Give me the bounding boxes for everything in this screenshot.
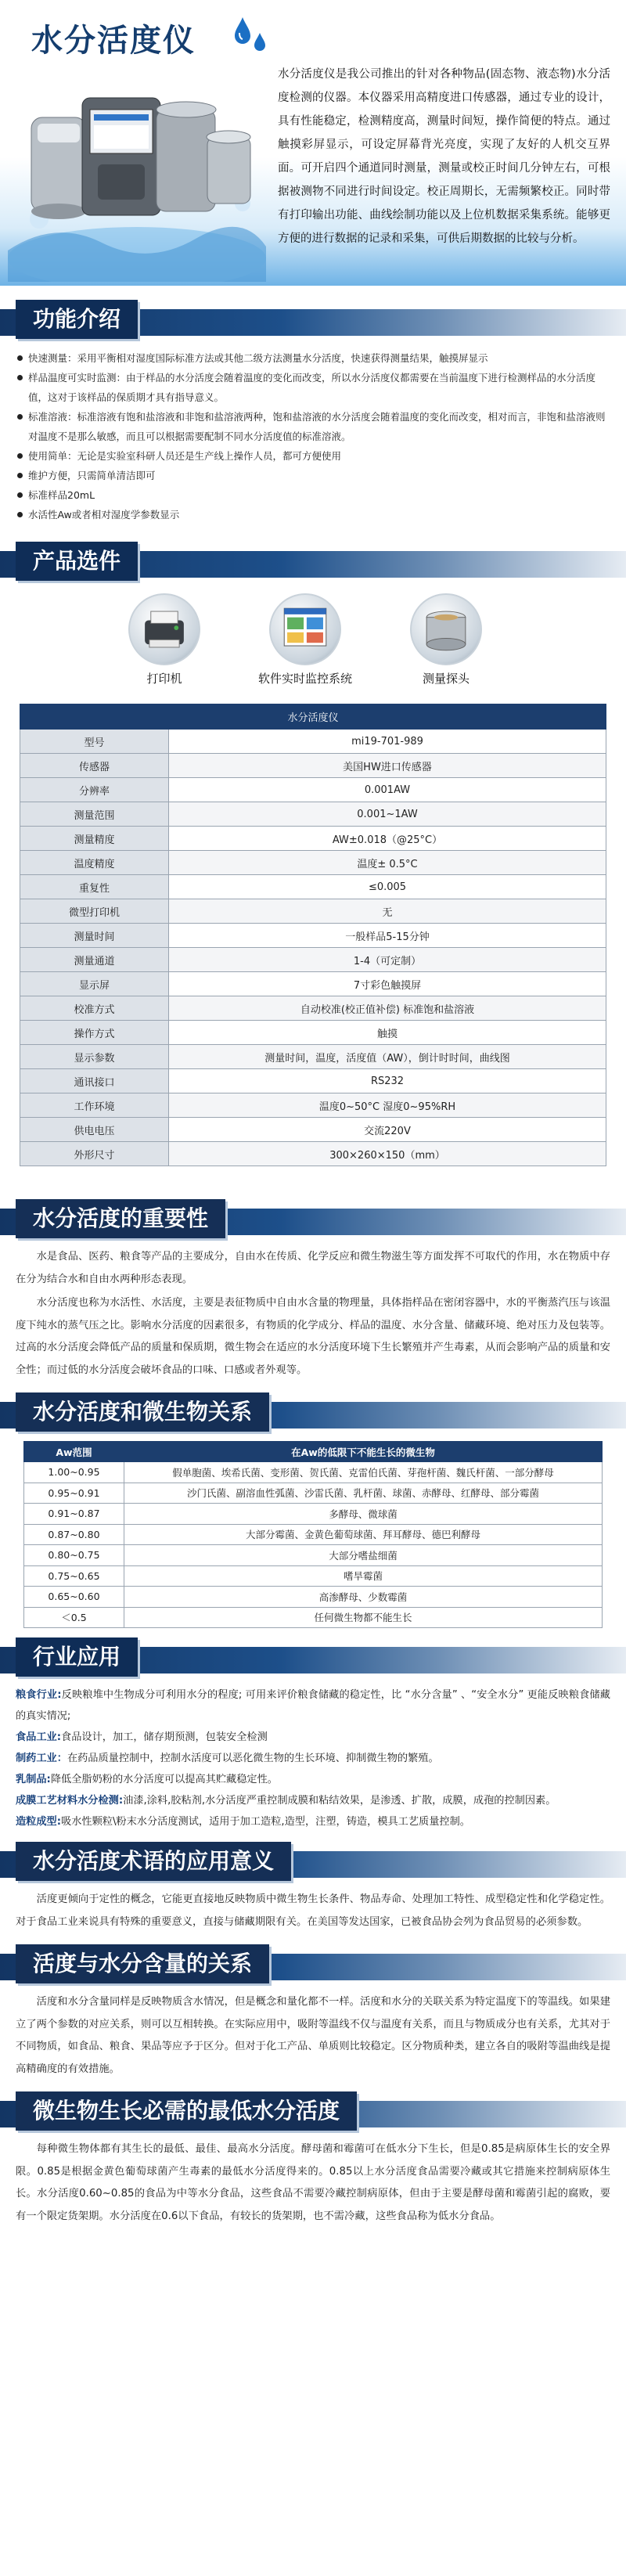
page-title: 水分活度仪 (31, 23, 196, 59)
table-row (20, 754, 606, 778)
table-row (20, 827, 606, 851)
table-row (24, 1607, 603, 1628)
spec-value: mi19-701-989 (169, 730, 606, 754)
spec-key: 型号 (20, 730, 169, 754)
spec-value: 温度± 0.5°C (169, 851, 606, 875)
feature-item: 标准溶液：标准溶液有饱和盐溶液和非饱和盐溶液两种，饱和盐溶液的水分活度会随着温度的变化而改变，相对而言，非饱和盐溶液则对温度不是那么敏感，而且可以根据需要配制不同水分活度值的标准溶液。 (17, 407, 610, 446)
section-title: 行业应用 (16, 1637, 138, 1677)
industry-item (16, 1727, 610, 1748)
industry-name: 食品工业: (16, 1731, 62, 1743)
section-banner-industry (0, 1631, 626, 1678)
aw-range: ＜0.5 (24, 1607, 124, 1628)
industry-item (16, 1811, 610, 1832)
spec-key: 测量时间 (20, 924, 169, 948)
industry-name: 粮食行业: (16, 1689, 62, 1701)
spec-key: 校准方式 (20, 996, 169, 1021)
industry-desc: 吸水性颗粒\粉末水分活度测试，适用于加工造粒,造型，注塑，铸造，模具工艺质量控制。 (61, 1816, 470, 1828)
aw-range: 0.87~0.80 (24, 1524, 124, 1545)
spec-value: RS232 (169, 1069, 606, 1093)
aw-range: 0.65~0.60 (24, 1587, 124, 1608)
spec-key: 工作环境 (20, 1093, 169, 1118)
aw-range: 0.95~0.91 (24, 1483, 124, 1504)
table-row (20, 899, 606, 924)
table-row (20, 802, 606, 827)
spec-value: 无 (169, 899, 606, 924)
industry-desc: 反映粮堆中生物成分可利用水分的程度; 可用来评价粮食储藏的稳定性，比 “水分含量” 、“安全水分” 更能反映粮食储藏的真实情况; (16, 1689, 610, 1722)
section-title: 功能介绍 (16, 300, 138, 339)
aw-range: 1.00~0.95 (24, 1462, 124, 1483)
section-banner-importance (0, 1193, 626, 1240)
section-title: 活度与水分含量的关系 (16, 1944, 269, 1983)
industry-name: 乳制品: (16, 1774, 51, 1785)
spec-value: 触摸 (169, 1021, 606, 1045)
spec-value: 300×260×150（mm） (169, 1142, 606, 1166)
table-row (20, 1118, 606, 1142)
feature-item: 样品温度可实时监测：由于样品的水分活度会随着温度的变化而改变，所以水分活度仪都需要在当前温度下进行检测样品的水分活度值，这对于该样品的保质期才具有指导意义。 (17, 368, 610, 407)
industry-item (16, 1748, 610, 1769)
spec-value: 交流220V (169, 1118, 606, 1142)
table-row (20, 1021, 606, 1045)
section-banner-accessories (0, 535, 626, 582)
feature-item: 使用简单：无论是实验室科研人员还是生产线上操作人员，都可方便使用 (17, 446, 610, 466)
water-activity-meter-product-image (8, 63, 266, 282)
table-row (24, 1504, 603, 1525)
table-row (20, 1093, 606, 1118)
industry-item (16, 1769, 610, 1790)
spec-table (20, 704, 606, 1166)
spec-value: 一般样品5-15分钟 (169, 924, 606, 948)
feature-list (0, 340, 626, 529)
microbe-list: 多酵母、微球菌 (124, 1504, 603, 1525)
industry-desc: 在药品质量控制中，控制水活度可以恶化微生物的生长环境、抑制微生物的繁殖。 (67, 1753, 439, 1764)
table-row (20, 851, 606, 875)
table-row (20, 875, 606, 899)
spec-key: 供电电压 (20, 1118, 169, 1142)
spec-value: 0.001~1AW (169, 802, 606, 827)
feature-item: 维护方便，只需简单清洁即可 (17, 466, 610, 485)
microbe-list: 大部分霉菌、金黄色葡萄球菌、拜耳酵母、德巴利酵母 (124, 1524, 603, 1545)
feature-item: 标准样品20mL (17, 485, 610, 505)
table-row (24, 1545, 603, 1566)
monitor-software-icon (269, 593, 341, 665)
feature-item: 快速测量：采用平衡相对湿度国际标准方法或其他二级方法测量水分活度，快速获得测量结果，触摸屏显示 (17, 348, 610, 368)
printer-icon (128, 593, 200, 665)
section-title: 水分活度的重要性 (16, 1199, 225, 1238)
spec-value: 温度0~50°C 湿度0~95%RH (169, 1093, 606, 1118)
aw-microbe-table (23, 1441, 603, 1628)
table-row (24, 1587, 603, 1608)
spec-value: 美国HW进口传感器 (169, 754, 606, 778)
spec-key: 操作方式 (20, 1021, 169, 1045)
industry-desc: 油漆,涂料,胶粘剂,水分活度严重控制成膜和粘结效果，是渗透、扩散，成膜，成孢的控制因素。 (123, 1795, 556, 1807)
spec-key: 测量范围 (20, 802, 169, 827)
probe-icon (410, 593, 482, 665)
importance-paragraph: 水分活度也称为水活性、水活度，主要是表征物质中自由水含量的物理量，具体指样品在密闭容器中，水的平衡蒸汽压与该温度下纯水的蒸气压之比。影响水分活度的因素很多，有物质的化学成分、样品的温度、水分含量、储藏环境、绝对压力及包装等。过高的水分活度会降低产品的质量和保质期，微生物会在适应的水分活度环境下生长繁殖并产生毒素，从而会影响产品的质量和安全性；而过低的水分活度会破坏食品的口味、口感或者外观等。 (16, 1297, 610, 1376)
industry-name: 制药工业： (16, 1753, 67, 1764)
section-title: 微生物生长必需的最低水分活度 (16, 2091, 357, 2131)
accessory-list (0, 582, 626, 694)
industry-item (16, 1684, 610, 1727)
microbe-list: 假单胞菌、埃希氏菌、变形菌、贺氏菌、克雷伯氏菌、芽孢杆菌、魏氏杆菌、一部分酵母 (124, 1462, 603, 1483)
column-header: Aw范围 (24, 1442, 124, 1462)
spec-key: 外形尺寸 (20, 1142, 169, 1166)
spec-value: 1-4（可定制） (169, 948, 606, 972)
spec-value: 0.001AW (169, 778, 606, 802)
aw-range: 0.91~0.87 (24, 1504, 124, 1525)
section-title: 水分活度和微生物关系 (16, 1392, 269, 1432)
table-row (20, 1069, 606, 1093)
microbe-list: 任何微生物都不能生长 (124, 1607, 603, 1628)
table-row (24, 1462, 603, 1483)
section-banner-terms (0, 1836, 626, 1882)
spec-value: 测量时间，温度，活度值（AW），倒计时时间，曲线图 (169, 1045, 606, 1069)
accessory-printer (106, 593, 223, 686)
spec-value: ≤0.005 (169, 875, 606, 899)
section-banner-min-aw (0, 2085, 626, 2132)
section-banner-content-relation (0, 1938, 626, 1985)
industry-desc: 食品设计，加工，储存期预测，包装安全检测 (61, 1731, 268, 1743)
spec-key: 显示参数 (20, 1045, 169, 1069)
importance-paragraph: 水是食品、医药、粮食等产品的主要成分，自由水在传质、化学反应和微生物滋生等方面发挥不可取代的作用，水在物质中存在分为结合水和自由水两种形态表现。 (16, 1251, 610, 1285)
aw-range: 0.80~0.75 (24, 1545, 124, 1566)
section-title: 产品选件 (16, 542, 138, 581)
accessory-label: 测量探头 (422, 672, 470, 686)
spec-key: 测量通道 (20, 948, 169, 972)
spec-table-header: 水分活度仪 (20, 704, 606, 730)
industry-name: 造粒成型: (16, 1816, 62, 1828)
accessory-software (246, 593, 364, 686)
spec-key: 通讯接口 (20, 1069, 169, 1093)
table-row (20, 972, 606, 996)
table-row (24, 1483, 603, 1504)
spec-value: 7寸彩色触摸屏 (169, 972, 606, 996)
table-row (20, 948, 606, 972)
table-row (20, 1142, 606, 1166)
spec-key: 分辨率 (20, 778, 169, 802)
spec-value: 自动校准(校正值补偿) 标准饱和盐溶液 (169, 996, 606, 1021)
industry-list (0, 1678, 626, 1832)
hero-section (0, 0, 626, 286)
spec-key: 测量精度 (20, 827, 169, 851)
industry-desc: 降低全脂奶粉的水分活度可以提高其贮藏稳定性。 (50, 1774, 278, 1785)
table-row (24, 1524, 603, 1545)
microbe-list: 大部分嗜盐细菌 (124, 1545, 603, 1566)
spec-key: 温度精度 (20, 851, 169, 875)
spec-key: 重复性 (20, 875, 169, 899)
table-row (20, 1045, 606, 1069)
microbe-list: 沙门氏菌、副溶血性弧菌、沙雷氏菌、乳杆菌、球菌、赤酵母、红酵母、部分霉菌 (124, 1483, 603, 1504)
min-aw-paragraph: 每种微生物体都有其生长的最低、最佳、最高水分活度。酵母菌和霉菌可在低水分下生长，但是0.85是病原体生长的安全界限。0.85是根据金黄色葡萄球菌产生毒素的最低水分活度得来的。0.85以上水分活度食品需要冷藏或其它措施来控制病原体生长。水分活度0.60~0.85的食品为中等水分食品，这些食品不需要冷藏控制病原体，但由于主要是酵母菌和霉菌引起的腐败，要有一个限定货架期。水分活度在0.6以下食品，有较长的货架期，也不需冷藏，这些食品称为低水分食品。 (16, 2143, 610, 2222)
content-relation-paragraph: 活度和水分含量同样是反映物质含水情况，但是概念和量化都不一样。活度和水分的关联关系为特定温度下的等温线。如果建立了两个参数的对应关系，则可以互相转换。在实际应用中，吸附等温线不仅与温度有关系，而且与物质成分也有关系，尤其对于不同物质，如食品、粮食、果品等应予于区分。但对于化工产品、单质则比较稳定。区分物质种类，建立各自的吸附等温曲线是提高精确度的有效措施。 (16, 1996, 610, 2075)
section-banner-features (0, 294, 626, 340)
table-row (24, 1565, 603, 1587)
aw-range: 0.75~0.65 (24, 1565, 124, 1587)
column-header: 在Aw的低限下不能生长的微生物 (124, 1442, 603, 1462)
industry-item (16, 1790, 610, 1811)
water-drops-icon (225, 13, 272, 59)
accessory-label: 软件实时监控系统 (257, 672, 352, 686)
feature-item: 水活性Aw或者相对湿度学参数显示 (17, 505, 610, 524)
table-row (20, 996, 606, 1021)
spec-value: AW±0.018（@25°C） (169, 827, 606, 851)
spec-key: 显示屏 (20, 972, 169, 996)
spec-key: 传感器 (20, 754, 169, 778)
microbe-list: 高渗酵母、少数霉菌 (124, 1587, 603, 1608)
terms-paragraph: 活度更倾向于定性的概念，它能更直接地反映物质中微生物生长条件、物品寿命、处理加工特性、成型稳定性和化学稳定性。对于食品工业来说具有特殊的重要意义，直接与储藏期限有关。在美国等发达国家，已被食品协会列为食品贸易的必须参数。 (16, 1893, 610, 1928)
table-row (20, 778, 606, 802)
table-row (20, 730, 606, 754)
section-title: 水分活度术语的应用意义 (16, 1842, 291, 1881)
section-banner-microbe (0, 1386, 626, 1433)
table-row (20, 924, 606, 948)
accessory-probe (387, 593, 505, 686)
industry-name: 成膜工艺材料水分检测: (16, 1795, 124, 1807)
microbe-list: 嗜旱霉菌 (124, 1565, 603, 1587)
spec-key: 微型打印机 (20, 899, 169, 924)
accessory-label: 打印机 (146, 672, 182, 686)
product-description: 水分活度仪是我公司推出的针对各种物品(固态物、液态物)水分活度检测的仪器。本仪器采用高精度进口传感器，通过专业的设计，具有性能稳定，检测精度高，测量时间短，操作简便的特点。通过触摸彩屏显示，可设定屏幕背光亮度，实现了友好的人机交互界面。可开启四个通道同时测量，测量或校正时间几分钟左右，可根据被测物不同进行时间设定。校正周期长，无需频繁校正。同时带有打印输出功能、曲线绘制功能以及上位机数据采集系统。能够更方便的进行数据的记录和采集，可供后期数据的比较与分析。 (278, 68, 610, 245)
